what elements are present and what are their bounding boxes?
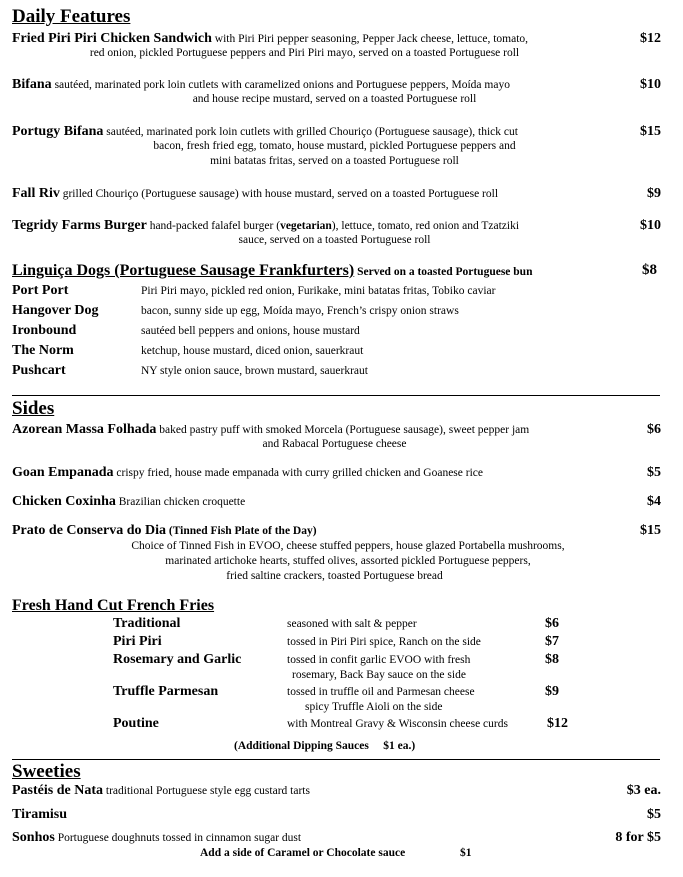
item-description: traditional Portuguese style egg custard tarts [103, 785, 310, 797]
daily-features-heading: Daily Features [12, 6, 131, 27]
vegetarian-label: vegetarian [280, 220, 332, 232]
item-description: sautéed, marinated pork loin cutlets with grilled Chouriço (Portuguese sausage), thick cut [103, 126, 518, 138]
fries-description: rosemary, Back Bay sauce on the side [292, 669, 466, 681]
fries-description: tossed in confit garlic EVOO with fresh [287, 654, 471, 666]
item-price: 8 for $5 [615, 830, 661, 845]
item-name: Pastéis de Nata [12, 783, 103, 798]
fries-description: spicy Truffle Aioli on the side [305, 701, 443, 713]
item-price: $10 [640, 218, 661, 233]
item-price: $6 [647, 422, 661, 437]
item-price: $15 [640, 124, 661, 139]
item-price: $10 [640, 77, 661, 92]
menu-item [12, 523, 317, 539]
menu-item [12, 218, 519, 234]
item-description: red onion, pickled Portuguese peppers and Piri Piri mayo, served on a toasted Portuguese roll [89, 47, 520, 59]
fries-name: Poutine [113, 716, 159, 731]
menu-item [12, 465, 483, 481]
fries-price: $9 [545, 684, 559, 699]
item-price: $4 [647, 494, 661, 509]
section-divider [12, 759, 660, 760]
item-description: marinated artichoke hearts, stuffed olives, assorted pickled Portuguese peppers, [165, 555, 531, 567]
item-description: baked pastry puff with smoked Morcela (Portuguese sausage), sweet pepper jam [156, 424, 530, 436]
fries-name: Piri Piri [113, 634, 162, 649]
item-name: Tegridy Farms Burger [12, 218, 147, 233]
fries-price: $8 [545, 652, 559, 667]
dogs-price: $8 [642, 262, 657, 278]
fries-description: with Montreal Gravy & Wisconsin cheese curds [287, 718, 508, 730]
fries-description: tossed in truffle oil and Parmesan cheese [287, 686, 475, 698]
fries-price: $6 [545, 616, 559, 631]
item-description: grilled Chouriço (Portuguese sausage) with house mustard, served on a toasted Portuguese roll [59, 188, 499, 200]
menu-item [12, 31, 528, 47]
item-name: Sonhos [12, 830, 55, 845]
item-price: $3 ea. [626, 783, 661, 798]
menu-item [12, 124, 518, 140]
fries-name: Truffle Parmesan [113, 684, 219, 699]
item-price: $9 [647, 186, 661, 201]
dog-description: bacon, sunny side up egg, Moída mayo, French’s crispy onion straws [141, 305, 459, 317]
item-description: bacon, fresh fried egg, tomato, house mustard, pickled Portuguese peppers and [153, 140, 516, 152]
dog-description: Piri Piri mayo, pickled red onion, Furikake, mini batatas fritas, Tobiko caviar [141, 285, 496, 297]
dog-name: The Norm [12, 343, 74, 358]
sides-heading: Sides [12, 398, 55, 419]
dog-name: Hangover Dog [12, 303, 99, 318]
dogs-heading: Linguiça Dogs (Portuguese Sausage Frankfurters) [12, 262, 355, 279]
menu-item [12, 422, 529, 438]
item-name: Goan Empanada [12, 465, 114, 480]
menu-item [12, 494, 245, 510]
menu-item [12, 830, 301, 846]
item-description: ), lettuce, tomato, red onion and Tzatziki [331, 220, 520, 232]
dog-name: Pushcart [12, 363, 66, 378]
menu-item [12, 186, 498, 202]
fries-name: Rosemary and Garlic [113, 652, 242, 667]
item-name: Fall Riv [12, 186, 60, 201]
dog-description: NY style onion sauce, brown mustard, sauerkraut [141, 365, 368, 377]
item-description: Choice of Tinned Fish in EVOO, cheese stuffed peppers, house glazed Portabella mushrooms, [131, 540, 565, 552]
item-subtitle: (Tinned Fish Plate of the Day) [166, 525, 317, 537]
dipping-sauce-note: (Additional Dipping Sauces $1 ea.) [234, 740, 416, 752]
dog-description: sautéed bell peppers and onions, house mustard [141, 325, 360, 337]
dogs-heading-row [12, 262, 532, 280]
item-price: $5 [647, 807, 661, 822]
dog-name: Ironbound [12, 323, 77, 338]
fries-description: tossed in Piri Piri spice, Ranch on the side [287, 636, 481, 648]
fries-name: Traditional [113, 616, 181, 631]
item-description: sauce, served on a toasted Portuguese roll [238, 234, 431, 246]
item-name: Prato de Conserva do Dia [12, 523, 166, 538]
item-price: $15 [640, 523, 661, 538]
item-description: mini batatas fritas, served on a toasted Portuguese roll [210, 155, 459, 167]
item-price: $5 [647, 465, 661, 480]
item-description: Brazilian chicken croquette [115, 496, 246, 508]
item-description: with Piri Piri pepper seasoning, Pepper Jack cheese, lettuce, tomato, [211, 33, 529, 45]
item-name: Fried Piri Piri Chicken Sandwich [12, 31, 212, 46]
fries-price: $7 [545, 634, 559, 649]
item-description: crispy fried, house made empanada with curry grilled chicken and Goanese rice [113, 467, 483, 479]
dog-description: ketchup, house mustard, diced onion, sauerkraut [141, 345, 364, 357]
item-name: Azorean Massa Folhada [12, 422, 157, 437]
item-description: fried saltine crackers, toasted Portuguese bread [226, 570, 443, 582]
menu-item [12, 807, 67, 823]
section-divider [12, 395, 660, 396]
item-description: sautéed, marinated pork loin cutlets with caramelized onions and Portuguese peppers, Moída mayo [51, 79, 510, 91]
item-description: and Rabacal Portuguese cheese [262, 438, 407, 450]
item-price: $12 [640, 31, 661, 46]
fries-description: seasoned with salt & pepper [287, 618, 417, 630]
menu-item [12, 77, 510, 93]
sauce-note-price: $1 [460, 847, 472, 859]
fries-heading: Fresh Hand Cut French Fries [12, 597, 215, 614]
dog-name: Port Port [12, 283, 69, 298]
sweeties-heading: Sweeties [12, 761, 81, 782]
item-name: Portugy Bifana [12, 124, 104, 139]
item-description: and house recipe mustard, served on a toasted Portuguese roll [192, 93, 477, 105]
fries-price: $12 [547, 716, 568, 731]
item-name: Tiramisu [12, 807, 67, 822]
sauce-note: Add a side of Caramel or Chocolate sauce [200, 847, 406, 859]
item-name: Bifana [12, 77, 52, 92]
item-name: Chicken Coxinha [12, 494, 116, 509]
item-description: Portuguese doughnuts tossed in cinnamon sugar dust [54, 832, 302, 844]
item-description: hand-packed falafel burger ( [146, 220, 281, 232]
menu-item [12, 783, 310, 799]
dogs-subtitle: Served on a toasted Portuguese bun [354, 266, 533, 278]
